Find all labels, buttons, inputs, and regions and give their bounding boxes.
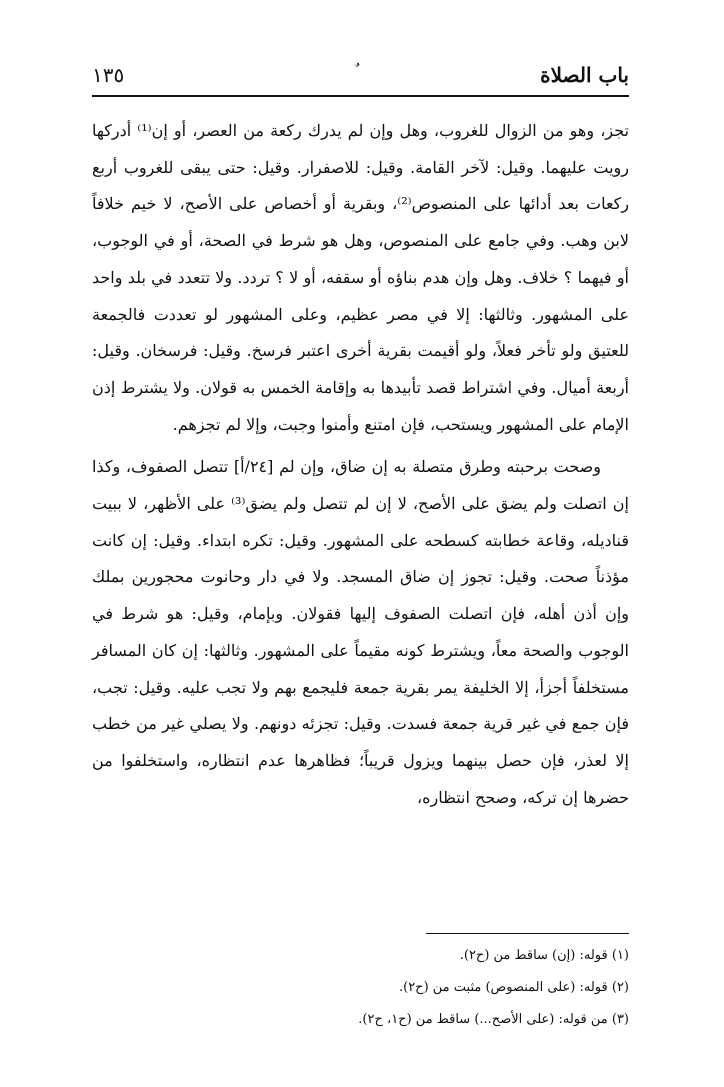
header-divider: [92, 95, 629, 97]
paragraph-1: تجز، وهو من الزوال للغروب، وهل وإن لم يدرك ركعة من العصر، أو إن⁽¹⁾ أدركها رويت عليهما. وقيل: لآخر القامة. وقيل: للاصفرار. وقيل: حتى يبقى للغروب أربع ركعات بعد أدائها على المنصوص⁽²⁾، وبقرية أو أخصاص على الأصح، لا خيم خلافاً لابن وهب. وفي جامع على المنصوص، وهل هو شرط في الصحة، أو في الوجوب، أو فيهما ؟ خلاف. وهل وإن هدم بناؤه أو سقفه، أو لا ؟ تردد. ولا تتعدد في بلد واحد على المشهور. وثالثها: إلا في مصر عظيم، وعلى المشهور لو تعددت فالجمعة للعتيق ولو تأخر فعلاً، ولو أقيمت بقرية أخرى اعتبر فرسخ. وقيل: فرسخان. وقيل: أربعة أميال. وفي اشتراط قصد تأبيدها به وإقامة الخمس به قولان. ولا يشترط إذن الإمام على المشهور ويستحب، فإن امتنع وأمنوا وجبت، وإلا لم تجزهم.: [92, 121, 629, 434]
footnotes: [92, 940, 629, 1036]
footnote-2: (٢) قوله: (على المنصوص) مثبت من (ح٢).: [398, 980, 629, 995]
main-text: [92, 113, 629, 816]
page-number: ١٣٥: [92, 63, 125, 87]
footnote-divider: [426, 933, 629, 934]
footnote-3: (٣) من قوله: (على الأصح...) ساقط من (ح١، ح٢).: [358, 1012, 629, 1027]
chapter-title: باب الصلاة: [540, 63, 629, 87]
footnote-1: (١) قوله: (إن) ساقط من (ح٢).: [459, 948, 629, 963]
running-header: [92, 60, 629, 94]
paragraph-2: وصحت برحبته وطرق متصلة به إن ضاق، وإن لم [٢٤/أ] تتصل الصفوف، وكذا إن اتصلت ولم يضق على الأصح، لا إن لم تتصل ولم يضق⁽³⁾ على الأظهر، لا ببيت قناديله، وقاعة خطابته كسطحه على المشهور. وقيل: تكره ابتداء. وقيل: إن كانت مؤذناً صحت. وقيل: تجوز إن ضاق المسجد. ولا في دار وحانوت محجورين بملك وإن أذن أهله، فإن اتصلت الصفوف إليها فقولان. وبإمام، وقيل: هو شرط في الوجوب والصحة معاً، ويشترط كونه مقيماً على المشهور. وثالثها: إن كان المسافر مستخلفاً أجزأ، إلا الخليفة يمر بقرية جمعة فليجمع بهم ولا تجب عليه. وقيل: تجب، فإن جمع في غير قرية جمعة فسدت. وقيل: تجزئه دونهم. ولا يصلي غير من خطب إلا لعذر، فإن حصل بينهما ويزول قريباً؛ فظاهرها عدم انتظاره، واستخلفوا من حضرها إن تركه، وصحح انتظاره،: [92, 457, 630, 807]
